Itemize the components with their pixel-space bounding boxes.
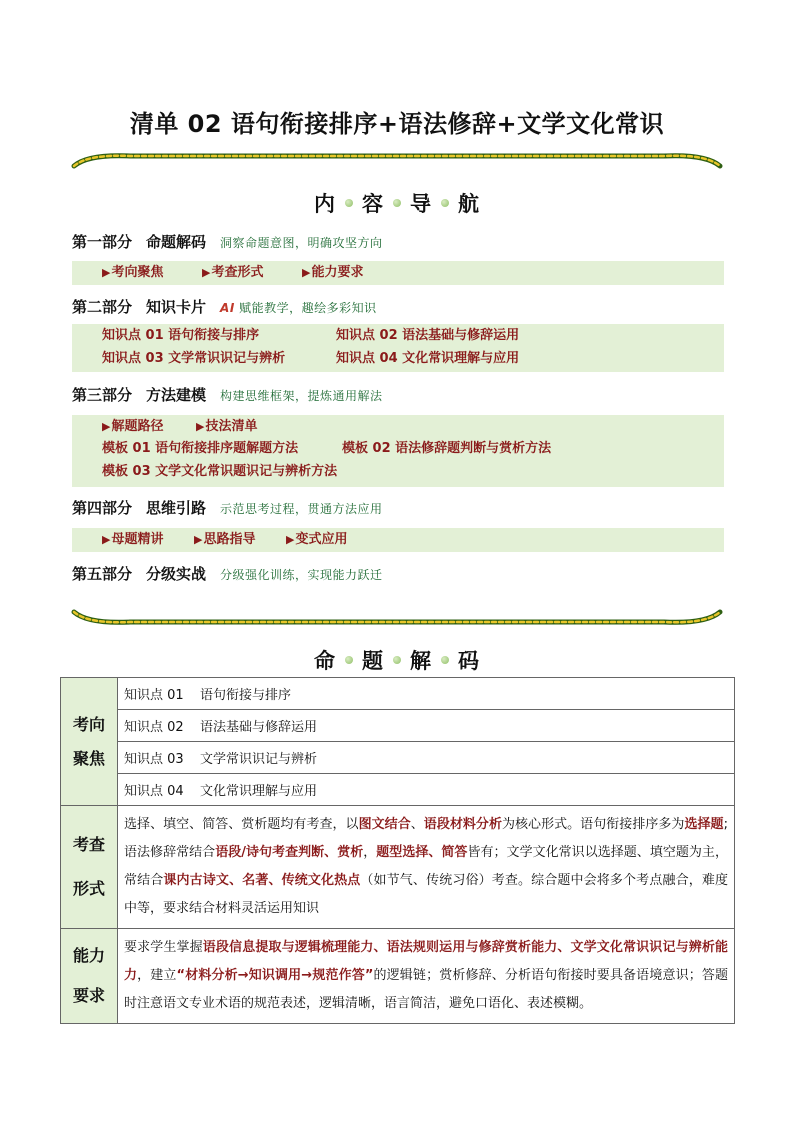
nav-link-kp03[interactable]: 知识点 03 文学常识识记与辨析 bbox=[102, 351, 286, 366]
nav-part-4[interactable] bbox=[72, 497, 383, 519]
part4-band bbox=[72, 528, 724, 552]
part-desc: 分级强化训练，实现能力跃迁 bbox=[220, 568, 383, 582]
nav-link-kp04[interactable]: 知识点 04 文化常识理解与应用 bbox=[336, 351, 520, 366]
part2-band bbox=[72, 324, 724, 372]
decode-heading-char: 题 bbox=[362, 649, 384, 673]
part-title: 思维引路 bbox=[146, 499, 207, 517]
arrow-right-icon: ▶ bbox=[302, 266, 311, 279]
part-name: 第二部分 bbox=[72, 298, 133, 316]
nav-link-kp02[interactable]: 知识点 02 语法基础与修辞运用 bbox=[336, 328, 520, 343]
part-title: 知识卡片 bbox=[146, 298, 207, 316]
arrow-right-icon: ▶ bbox=[286, 533, 295, 546]
nav-link-template03[interactable]: 模板 03 文学文化常识题识记与辨析方法 bbox=[102, 464, 338, 479]
dot-icon bbox=[345, 199, 353, 207]
part-name: 第三部分 bbox=[72, 386, 133, 404]
form-text: 选择、填空、简答、赏析题均有考查，以图文结合、语段材料分析为核心形式。语句衔接排序多为选择题; 语法修辞常结合语段/诗句考查判断、赏析，题型选择、简答皆有；文学文化常识以选择题、填空题为主，常结合课内古诗文、名著、传统文化热点（如节气、传统习俗）考查。综合题中会将多个考点融合，难度中等，要求结合材料灵活运用知识 bbox=[118, 806, 735, 929]
nav-heading-char: 容 bbox=[362, 192, 384, 216]
table-row bbox=[61, 742, 735, 774]
nav-part-2[interactable] bbox=[72, 296, 377, 318]
form-label: 考查 形式 bbox=[61, 806, 118, 929]
nav-heading-char: 航 bbox=[458, 192, 480, 216]
nav-part-5[interactable] bbox=[72, 563, 383, 585]
focus-point: 知识点 01 语句衔接与排序 bbox=[118, 678, 735, 710]
nav-heading bbox=[0, 188, 794, 218]
part-title: 方法建模 bbox=[146, 386, 207, 404]
part-desc: 洞察命题意图，明确攻坚方向 bbox=[220, 236, 383, 250]
arrow-right-icon: ▶ bbox=[102, 266, 111, 279]
decode-heading-char: 解 bbox=[410, 649, 432, 673]
nav-link-path[interactable]: ▶解题路径 bbox=[102, 419, 164, 434]
dot-icon bbox=[441, 199, 449, 207]
decode-table bbox=[60, 677, 735, 1024]
arrow-right-icon: ▶ bbox=[194, 533, 203, 546]
decode-heading-char: 码 bbox=[458, 649, 480, 673]
nav-link-focus[interactable]: ▶考向聚焦 bbox=[102, 265, 164, 280]
ai-badge: AI bbox=[220, 301, 235, 315]
part-title: 命题解码 bbox=[146, 233, 207, 251]
nav-link-ability[interactable]: ▶能力要求 bbox=[302, 265, 364, 280]
page-title: 清单 02 语句衔接排序+语法修辞+文学文化常识 bbox=[129, 110, 665, 138]
decode-heading-char: 命 bbox=[314, 649, 336, 673]
part-title: 分级实战 bbox=[146, 565, 207, 583]
part-name: 第四部分 bbox=[72, 499, 133, 517]
nav-link-template01[interactable]: 模板 01 语句衔接排序题解题方法 bbox=[102, 441, 299, 456]
focus-label: 考向 聚焦 bbox=[61, 678, 118, 806]
decode-heading bbox=[0, 645, 794, 675]
focus-point: 知识点 04 文化常识理解与应用 bbox=[118, 774, 735, 806]
table-row bbox=[61, 806, 735, 929]
ability-label: 能力 要求 bbox=[61, 929, 118, 1024]
ability-text: 要求学生掌握语段信息提取与逻辑梳理能力、语法规则运用与修辞赏析能力、文学文化常识识记与辨析能力，建立“材料分析→知识调用→规范作答”的逻辑链；赏析修辞、分析语句衔接时要具备语境意识；答题时注意语文专业术语的规范表述，逻辑清晰，语言简洁，避免口语化、表述模糊。 bbox=[118, 929, 735, 1024]
part-name: 第一部分 bbox=[72, 233, 133, 251]
dot-icon bbox=[345, 656, 353, 664]
arrow-right-icon: ▶ bbox=[102, 420, 111, 433]
part3-band bbox=[72, 415, 724, 487]
nav-link-mother-problem[interactable]: ▶母题精讲 bbox=[102, 532, 164, 547]
table-row bbox=[61, 710, 735, 742]
nav-heading-char: 导 bbox=[410, 192, 432, 216]
arrow-right-icon: ▶ bbox=[196, 420, 205, 433]
dot-icon bbox=[441, 656, 449, 664]
nav-heading-char: 内 bbox=[314, 192, 336, 216]
focus-point: 知识点 03 文学常识识记与辨析 bbox=[118, 742, 735, 774]
part-name: 第五部分 bbox=[72, 565, 133, 583]
nav-link-template02[interactable]: 模板 02 语法修辞题判断与赏析方法 bbox=[342, 441, 552, 456]
table-row bbox=[61, 678, 735, 710]
arrow-right-icon: ▶ bbox=[202, 266, 211, 279]
nav-part-3[interactable] bbox=[72, 384, 383, 406]
nav-link-guide[interactable]: ▶思路指导 bbox=[194, 532, 256, 547]
top-divider bbox=[70, 150, 724, 172]
bottom-divider bbox=[70, 606, 724, 628]
part1-band bbox=[72, 261, 724, 285]
nav-link-variant[interactable]: ▶变式应用 bbox=[286, 532, 348, 547]
nav-link-form[interactable]: ▶考查形式 bbox=[202, 265, 264, 280]
nav-link-techniques[interactable]: ▶技法清单 bbox=[196, 419, 258, 434]
table-row bbox=[61, 929, 735, 1024]
part-desc: 示范思考过程，贯通方法应用 bbox=[220, 502, 383, 516]
nav-link-kp01[interactable]: 知识点 01 语句衔接与排序 bbox=[102, 328, 260, 343]
part-desc: AI 赋能教学，趣绘多彩知识 bbox=[220, 301, 377, 315]
focus-point: 知识点 02 语法基础与修辞运用 bbox=[118, 710, 735, 742]
part-desc: 构建思维框架，提炼通用解法 bbox=[220, 389, 383, 403]
arrow-right-icon: ▶ bbox=[102, 533, 111, 546]
nav-part-1[interactable] bbox=[72, 231, 383, 253]
dot-icon bbox=[393, 656, 401, 664]
table-row bbox=[61, 774, 735, 806]
dot-icon bbox=[393, 199, 401, 207]
